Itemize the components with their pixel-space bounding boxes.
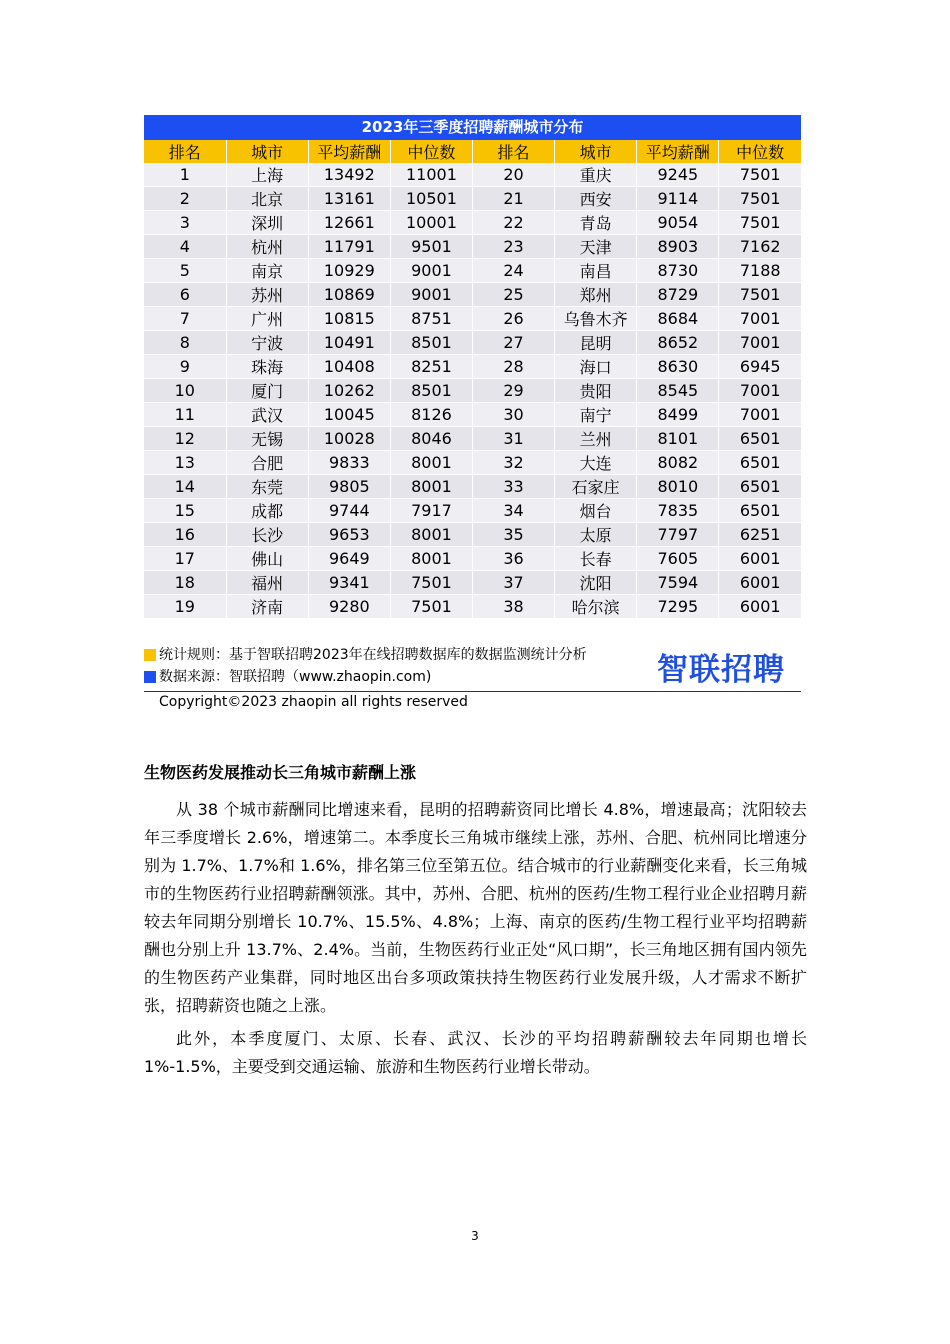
cell-city-2: 郑州 <box>555 283 637 307</box>
col-header-median-2: 中位数 <box>719 140 801 163</box>
cell-median-2: 7501 <box>719 187 801 211</box>
cell-rank: 5 <box>144 259 226 283</box>
cell-rank: 17 <box>144 547 226 571</box>
cell-city: 上海 <box>226 163 308 187</box>
cell-rank-2: 34 <box>473 499 555 523</box>
cell-city: 合肥 <box>226 451 308 475</box>
cell-median-2: 7001 <box>719 331 801 355</box>
cell-city: 佛山 <box>226 547 308 571</box>
cell-median: 8001 <box>390 451 472 475</box>
cell-city: 广州 <box>226 307 308 331</box>
cell-rank-2: 36 <box>473 547 555 571</box>
cell-avg-salary-2: 7797 <box>637 523 719 547</box>
cell-rank: 6 <box>144 283 226 307</box>
cell-avg-salary: 10869 <box>308 283 390 307</box>
table-header-row <box>144 140 801 163</box>
col-header-avg-salary-2: 平均薪酬 <box>637 140 719 163</box>
cell-median-2: 7188 <box>719 259 801 283</box>
cell-avg-salary-2: 9054 <box>637 211 719 235</box>
cell-avg-salary-2: 8082 <box>637 451 719 475</box>
cell-rank-2: 30 <box>473 403 555 427</box>
cell-rank: 4 <box>144 235 226 259</box>
cell-avg-salary-2: 8499 <box>637 403 719 427</box>
cell-city-2: 大连 <box>555 451 637 475</box>
cell-median: 10501 <box>390 187 472 211</box>
cell-median: 8501 <box>390 379 472 403</box>
cell-median: 8046 <box>390 427 472 451</box>
cell-city-2: 昆明 <box>555 331 637 355</box>
source-text: 数据来源：智联招聘（www.zhaopin.com) <box>159 669 432 685</box>
table-row <box>144 499 801 523</box>
cell-median-2: 7001 <box>719 379 801 403</box>
cell-avg-salary: 10815 <box>308 307 390 331</box>
table-notes <box>144 644 801 692</box>
cell-city-2: 兰州 <box>555 427 637 451</box>
table-row <box>144 355 801 379</box>
table-row <box>144 187 801 211</box>
cell-avg-salary-2: 8729 <box>637 283 719 307</box>
cell-median-2: 6001 <box>719 595 801 619</box>
table-row <box>144 427 801 451</box>
table-row <box>144 403 801 427</box>
cell-rank: 10 <box>144 379 226 403</box>
cell-city: 无锡 <box>226 427 308 451</box>
cell-city: 成都 <box>226 499 308 523</box>
cell-rank-2: 20 <box>473 163 555 187</box>
section-heading: 生物医药发展推动长三角城市薪酬上涨 <box>144 763 417 782</box>
cell-rank-2: 33 <box>473 475 555 499</box>
cell-city-2: 天津 <box>555 235 637 259</box>
cell-avg-salary: 10408 <box>308 355 390 379</box>
cell-avg-salary: 10262 <box>308 379 390 403</box>
cell-avg-salary-2: 8630 <box>637 355 719 379</box>
cell-rank: 19 <box>144 595 226 619</box>
cell-rank-2: 27 <box>473 331 555 355</box>
cell-city-2: 南宁 <box>555 403 637 427</box>
cell-avg-salary: 10045 <box>308 403 390 427</box>
cell-rank-2: 26 <box>473 307 555 331</box>
cell-city: 福州 <box>226 571 308 595</box>
cell-rank-2: 28 <box>473 355 555 379</box>
cell-rank: 1 <box>144 163 226 187</box>
col-header-rank: 排名 <box>144 140 226 163</box>
table-title: 2023年三季度招聘薪酬城市分布 <box>144 115 801 140</box>
cell-avg-salary: 9833 <box>308 451 390 475</box>
cell-city-2: 长春 <box>555 547 637 571</box>
cell-city: 宁波 <box>226 331 308 355</box>
cell-avg-salary: 9653 <box>308 523 390 547</box>
cell-avg-salary: 9280 <box>308 595 390 619</box>
cell-median-2: 6501 <box>719 427 801 451</box>
cell-median-2: 7001 <box>719 403 801 427</box>
cell-median: 8001 <box>390 547 472 571</box>
cell-avg-salary: 9341 <box>308 571 390 595</box>
cell-rank: 11 <box>144 403 226 427</box>
table-row <box>144 571 801 595</box>
cell-city: 南京 <box>226 259 308 283</box>
col-header-city-2: 城市 <box>555 140 637 163</box>
table-row <box>144 451 801 475</box>
cell-city: 长沙 <box>226 523 308 547</box>
cell-median-2: 6251 <box>719 523 801 547</box>
cell-median: 11001 <box>390 163 472 187</box>
cell-rank: 8 <box>144 331 226 355</box>
cell-median-2: 6001 <box>719 547 801 571</box>
cell-avg-salary: 9744 <box>308 499 390 523</box>
cell-median-2: 6501 <box>719 475 801 499</box>
cell-rank: 7 <box>144 307 226 331</box>
paragraph-2: 此外，本季度厦门、太原、长春、武汉、长沙的平均招聘薪酬较去年同期也增长 1%-1.5%，主要受到交通运输、旅游和生物医药行业增长带动。 <box>144 1029 807 1076</box>
page-number: 3 <box>471 1229 479 1243</box>
cell-rank-2: 25 <box>473 283 555 307</box>
cell-median: 9001 <box>390 283 472 307</box>
cell-median-2: 7162 <box>719 235 801 259</box>
col-header-median: 中位数 <box>390 140 472 163</box>
cell-rank-2: 31 <box>473 427 555 451</box>
cell-avg-salary-2: 7835 <box>637 499 719 523</box>
rule-text: 统计规则：基于智联招聘2023年在线招聘数据库的数据监测统计分析 <box>159 647 587 663</box>
cell-median-2: 6945 <box>719 355 801 379</box>
table-row <box>144 475 801 499</box>
cell-city: 东莞 <box>226 475 308 499</box>
cell-median-2: 6501 <box>719 499 801 523</box>
cell-median: 8751 <box>390 307 472 331</box>
yellow-square-icon <box>144 649 156 661</box>
cell-median-2: 7001 <box>719 307 801 331</box>
cell-avg-salary-2: 8545 <box>637 379 719 403</box>
cell-rank-2: 24 <box>473 259 555 283</box>
cell-median-2: 7501 <box>719 163 801 187</box>
cell-city-2: 青岛 <box>555 211 637 235</box>
cell-city: 厦门 <box>226 379 308 403</box>
col-header-avg-salary: 平均薪酬 <box>308 140 390 163</box>
cell-rank-2: 21 <box>473 187 555 211</box>
table-row <box>144 331 801 355</box>
cell-rank-2: 35 <box>473 523 555 547</box>
cell-avg-salary-2: 8010 <box>637 475 719 499</box>
col-header-rank-2: 排名 <box>473 140 555 163</box>
cell-median: 8501 <box>390 331 472 355</box>
cell-city-2: 石家庄 <box>555 475 637 499</box>
cell-rank: 15 <box>144 499 226 523</box>
cell-rank: 14 <box>144 475 226 499</box>
cell-rank: 9 <box>144 355 226 379</box>
cell-rank-2: 23 <box>473 235 555 259</box>
col-header-city: 城市 <box>226 140 308 163</box>
table-row <box>144 211 801 235</box>
cell-avg-salary-2: 9114 <box>637 187 719 211</box>
cell-city-2: 南昌 <box>555 259 637 283</box>
cell-median-2: 7501 <box>719 211 801 235</box>
cell-city-2: 沈阳 <box>555 571 637 595</box>
cell-avg-salary: 9805 <box>308 475 390 499</box>
cell-avg-salary-2: 8903 <box>637 235 719 259</box>
table-row <box>144 235 801 259</box>
cell-city-2: 哈尔滨 <box>555 595 637 619</box>
cell-rank: 18 <box>144 571 226 595</box>
cell-median: 9001 <box>390 259 472 283</box>
cell-avg-salary: 13161 <box>308 187 390 211</box>
table-row <box>144 163 801 187</box>
cell-avg-salary-2: 9245 <box>637 163 719 187</box>
cell-city: 珠海 <box>226 355 308 379</box>
cell-median-2: 6501 <box>719 451 801 475</box>
cell-median: 8126 <box>390 403 472 427</box>
zhaopin-logo: 智联招聘 <box>657 652 785 688</box>
cell-median: 9501 <box>390 235 472 259</box>
cell-avg-salary: 10491 <box>308 331 390 355</box>
table-row <box>144 283 801 307</box>
cell-median: 8001 <box>390 523 472 547</box>
cell-city-2: 海口 <box>555 355 637 379</box>
cell-avg-salary-2: 7594 <box>637 571 719 595</box>
cell-median: 10001 <box>390 211 472 235</box>
salary-table-section <box>144 115 801 618</box>
cell-rank-2: 22 <box>473 211 555 235</box>
table-row <box>144 307 801 331</box>
table-row <box>144 523 801 547</box>
cell-rank: 2 <box>144 187 226 211</box>
cell-avg-salary: 11791 <box>308 235 390 259</box>
cell-city: 北京 <box>226 187 308 211</box>
cell-rank-2: 32 <box>473 451 555 475</box>
cell-rank: 16 <box>144 523 226 547</box>
cell-city: 深圳 <box>226 211 308 235</box>
cell-median: 8001 <box>390 475 472 499</box>
cell-rank-2: 38 <box>473 595 555 619</box>
salary-table <box>144 140 801 618</box>
cell-median: 7501 <box>390 571 472 595</box>
paragraph-1: 从 38 个城市薪酬同比增速来看，昆明的招聘薪资同比增长 4.8%，增速最高；沈阳较去年三季度增长 2.6%，增速第二。本季度长三角城市继续上涨，苏州、合肥、杭州同比增速分别为 1.7%、1.7%和 1.6%，排名第三位至第五位。结合城市的行业薪酬变化来看，长三角城市的生物医药行业招聘薪酬领涨。其中，苏州、合肥、杭州的医药/生物工程行业企业招聘月薪较去年同期分别增长 10.7%、15.5%、4.8%；上海、南京的医药/生物工程行业平均招聘薪酬也分别上升 13.7%、2.4%。当前，生物医药行业正处“风口期”，长三角地区拥有国内领先的生物医药产业集群，同时地区出台多项政策扶持生物医药行业发展升级，人才需求不断扩张，招聘薪资也随之上涨。 <box>144 800 807 1015</box>
cell-rank: 12 <box>144 427 226 451</box>
cell-avg-salary: 9649 <box>308 547 390 571</box>
cell-rank: 3 <box>144 211 226 235</box>
cell-avg-salary-2: 8652 <box>637 331 719 355</box>
cell-median: 8251 <box>390 355 472 379</box>
cell-city-2: 贵阳 <box>555 379 637 403</box>
table-row <box>144 595 801 619</box>
table-body <box>144 163 801 618</box>
cell-avg-salary: 10028 <box>308 427 390 451</box>
cell-avg-salary-2: 7605 <box>637 547 719 571</box>
cell-city-2: 西安 <box>555 187 637 211</box>
cell-city: 杭州 <box>226 235 308 259</box>
cell-city: 武汉 <box>226 403 308 427</box>
cell-rank-2: 29 <box>473 379 555 403</box>
cell-median: 7501 <box>390 595 472 619</box>
cell-rank-2: 37 <box>473 571 555 595</box>
cell-city-2: 太原 <box>555 523 637 547</box>
cell-avg-salary-2: 8101 <box>637 427 719 451</box>
cell-avg-salary-2: 8684 <box>637 307 719 331</box>
cell-city: 苏州 <box>226 283 308 307</box>
cell-city-2: 乌鲁木齐 <box>555 307 637 331</box>
cell-rank: 13 <box>144 451 226 475</box>
table-row <box>144 259 801 283</box>
table-row <box>144 547 801 571</box>
blue-square-icon <box>144 671 156 683</box>
cell-avg-salary-2: 8730 <box>637 259 719 283</box>
table-row <box>144 379 801 403</box>
cell-avg-salary: 12661 <box>308 211 390 235</box>
cell-avg-salary-2: 7295 <box>637 595 719 619</box>
copyright-text: Copyright©2023 zhaopin all rights reserved <box>159 694 468 710</box>
cell-avg-salary: 10929 <box>308 259 390 283</box>
cell-median: 7917 <box>390 499 472 523</box>
cell-median-2: 6001 <box>719 571 801 595</box>
cell-city-2: 重庆 <box>555 163 637 187</box>
cell-city: 济南 <box>226 595 308 619</box>
cell-city-2: 烟台 <box>555 499 637 523</box>
cell-avg-salary: 13492 <box>308 163 390 187</box>
cell-median-2: 7501 <box>719 283 801 307</box>
